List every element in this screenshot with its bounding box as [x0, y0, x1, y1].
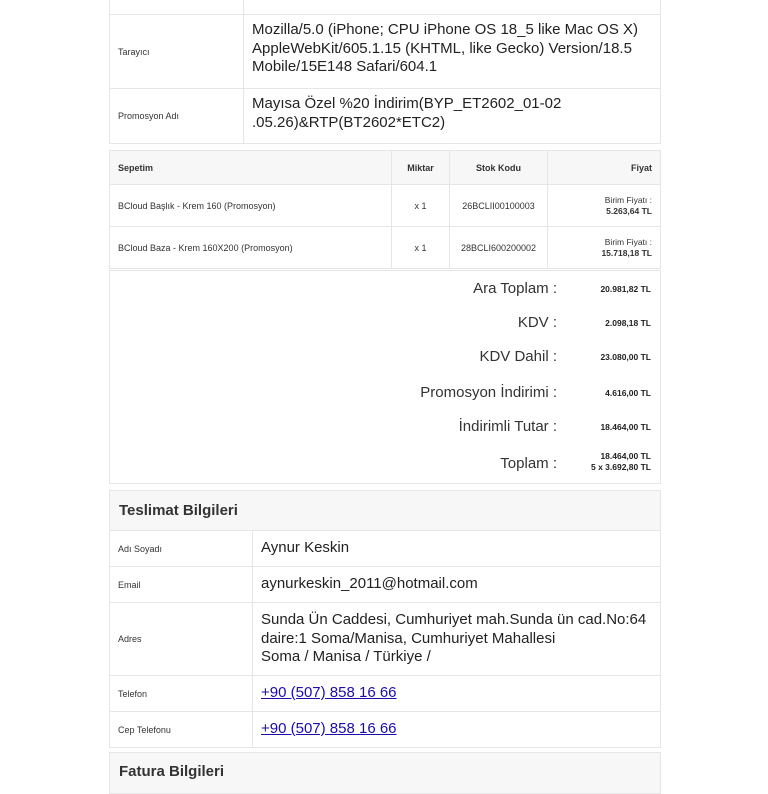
unit-price-label: Birim Fiyatı :: [604, 194, 652, 205]
unit-price-value: 5.263,64 TL: [606, 205, 652, 216]
email-value: aynurkeskin_2011@hotmail.com: [261, 575, 478, 592]
vat-label: KDV :: [517, 314, 557, 331]
info-row-promo: [110, 88, 660, 143]
delivery-row-mobile: [110, 711, 660, 747]
installment-value: 5 x 3.692,80 TL: [590, 462, 651, 472]
name-value: Aynur Keskin: [261, 539, 350, 556]
mobile-link[interactable]: +90 (507) 858 16 66: [261, 720, 397, 737]
order-info-table: [109, 0, 661, 144]
table-row: [110, 185, 660, 227]
invoice-info-table: [109, 752, 661, 794]
unit-price-value: 15.718,18 TL: [601, 247, 652, 258]
cart-header-sku: Stok Kodu: [450, 151, 548, 185]
address-line-1: Sunda Ün Caddesi, Cumhuriyet mah.Sunda ün cad.No:64: [261, 611, 647, 628]
subtotal-label: Ara Toplam :: [473, 280, 557, 297]
discounted-value: 18.464,00 TL: [600, 422, 651, 432]
vat-incl-label: KDV Dahil :: [479, 348, 557, 365]
delivery-row-name: [110, 530, 660, 566]
cart-table: [109, 150, 661, 269]
total-value-block: [591, 451, 651, 473]
email-label: Email: [110, 567, 253, 602]
info-row-browser: [110, 14, 660, 88]
cart-item-qty: x 1: [392, 227, 450, 269]
info-partial-value: [244, 0, 660, 14]
promo-name-label: Promosyon Adı: [110, 89, 244, 143]
vat-incl-value: 23.080,00 TL: [600, 352, 651, 362]
delivery-row-address: [110, 602, 660, 675]
totals-panel: [109, 270, 661, 484]
cart-item-price: [548, 227, 661, 269]
total-label: Toplam :: [500, 455, 557, 472]
address-line-3: Soma / Manisa / Türkiye /: [261, 648, 431, 665]
cart-header-row: [110, 151, 660, 185]
cart-header-qty: Miktar: [392, 151, 450, 185]
cart-header-price: Fiyat: [548, 151, 661, 185]
phone-link[interactable]: +90 (507) 858 16 66: [261, 684, 397, 701]
mobile-label: Cep Telefonu: [110, 712, 253, 747]
cart-item-sku: 26BCLII00100003: [450, 185, 548, 227]
table-row: [110, 227, 660, 269]
browser-label: Tarayıcı: [110, 15, 244, 88]
discounted-label: İndirimli Tutar :: [458, 418, 557, 435]
address-value: [253, 603, 660, 675]
browser-value: Mozilla/5.0 (iPhone; CPU iPhone OS 18_5 like Mac OS X) AppleWebKit/605.1.15 (KHTML, like Gecko) Version/18.5 Mobile/15E148 Safari/604.1: [252, 21, 639, 75]
vat-value: 2.098,18 TL: [605, 318, 651, 328]
address-label: Adres: [110, 603, 253, 675]
cart-item-name: BCloud Baza - Krem 160X200 (Promosyon): [110, 227, 392, 269]
invoice-title: Fatura Bilgileri: [119, 763, 225, 780]
delivery-row-phone: [110, 675, 660, 711]
cart-item-sku: 28BCLI600200002: [450, 227, 548, 269]
total-value: 18.464,00 TL: [600, 451, 651, 461]
promo-discount-value: 4.616,00 TL: [605, 388, 651, 398]
promo-name-value: Mayısa Özel %20 İndirim(BYP_ET2602_01-02 .05.26)&RTP(BT2602*ETC2): [252, 95, 562, 131]
name-label: Adı Soyadı: [110, 531, 253, 566]
delivery-info-table: [109, 490, 661, 748]
cart-header-item: Sepetim: [110, 151, 392, 185]
address-line-2: daire:1 Soma/Manisa, Cumhuriyet Mahallesi: [261, 629, 556, 647]
cart-item-qty: x 1: [392, 185, 450, 227]
unit-price-label: Birim Fiyatı :: [604, 236, 652, 247]
delivery-title: Teslimat Bilgileri: [110, 491, 660, 530]
cart-item-price: [548, 185, 661, 227]
info-row-partial: [110, 0, 660, 14]
subtotal-value: 20.981,82 TL: [600, 284, 651, 294]
delivery-row-email: [110, 566, 660, 602]
promo-discount-label: Promosyon İndirimi :: [420, 384, 557, 401]
cart-item-name: BCloud Başlık - Krem 160 (Promosyon): [110, 185, 392, 227]
phone-label: Telefon: [110, 676, 253, 711]
